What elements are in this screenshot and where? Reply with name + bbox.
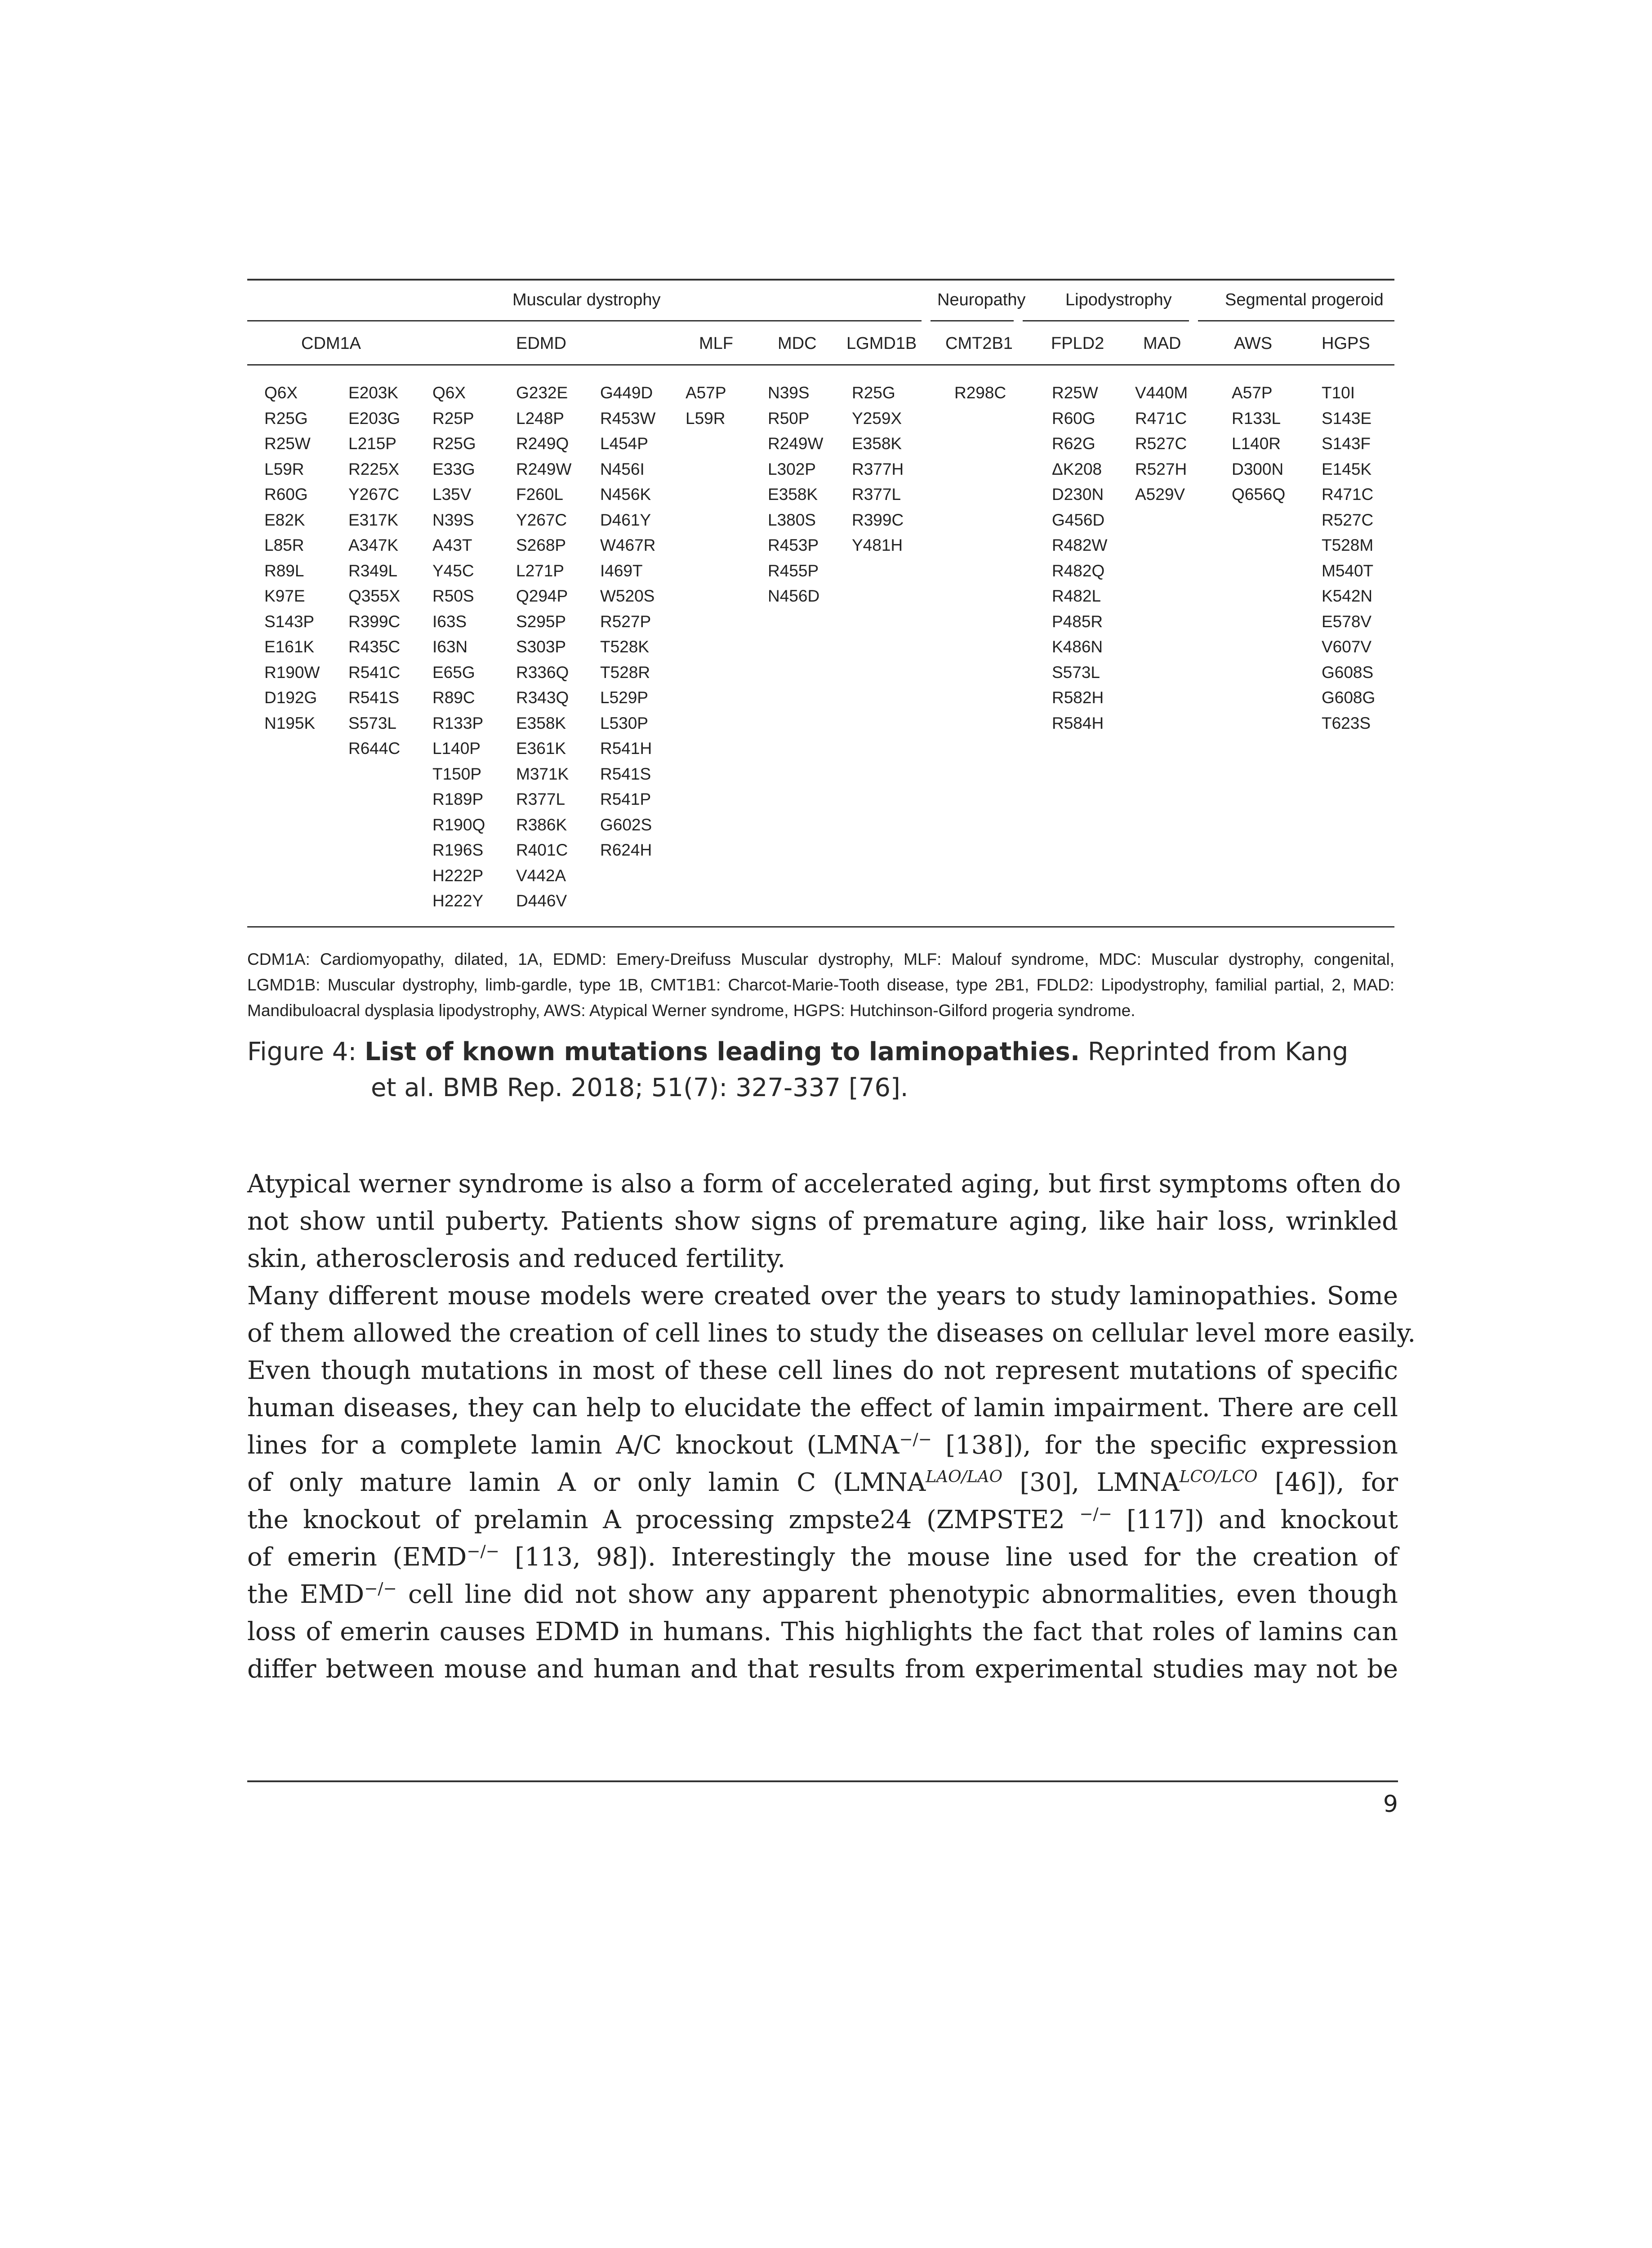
table-cell: G608S bbox=[1322, 663, 1374, 682]
table-cell: F260L bbox=[516, 485, 563, 504]
body-line: skin, atherosclerosis and reduced fertility. bbox=[247, 1244, 786, 1273]
table-cell: W520S bbox=[600, 587, 655, 605]
table-cell: R453W bbox=[600, 409, 656, 428]
table-cell: Q6X bbox=[264, 384, 298, 402]
body-line-part: [138]), for the specific expression bbox=[931, 1431, 1398, 1460]
table-cell: R25G bbox=[432, 434, 476, 453]
table-cell: R190Q bbox=[432, 815, 485, 834]
table-cell: Y267C bbox=[516, 510, 567, 529]
table-cell: V442A bbox=[516, 866, 566, 885]
table-cell: G456D bbox=[1052, 510, 1105, 529]
table-cell: R527C bbox=[1322, 510, 1374, 529]
subheader-aws: AWS bbox=[1234, 334, 1273, 353]
body-line-part: [46]), for bbox=[1257, 1468, 1398, 1497]
caption-source-end: et al. BMB Rep. 2018; 51(7): 327-337 [76]. bbox=[371, 1073, 908, 1102]
table-cell: R471C bbox=[1322, 485, 1374, 504]
page-number: 9 bbox=[1383, 1791, 1398, 1818]
table-cell: E361K bbox=[516, 739, 566, 758]
group-header-neuropathy: Neuropathy bbox=[937, 290, 1026, 309]
caption-title: List of known mutations leading to laminopathies. bbox=[365, 1037, 1080, 1066]
table-cell: R377H bbox=[852, 459, 904, 478]
body-line-part: [113, 98]). Interestingly the mouse line used for the creation of bbox=[499, 1543, 1398, 1572]
subheader-cdm1a: CDM1A bbox=[301, 334, 361, 353]
table-cell: K97E bbox=[264, 587, 305, 605]
table-cell: V607V bbox=[1322, 638, 1372, 656]
subheader-mlf: MLF bbox=[699, 334, 733, 353]
body-line: human diseases, they can help to elucidate the effect of lamin impairment. There are cell bbox=[247, 1393, 1398, 1423]
group-header-lipodystrophy: Lipodystrophy bbox=[1065, 290, 1172, 309]
table-cell: Q355X bbox=[348, 587, 401, 605]
table-cell: W467R bbox=[600, 536, 656, 554]
table-cell: L140P bbox=[432, 739, 481, 758]
table-cell: L302P bbox=[768, 459, 816, 478]
table-cell: S573L bbox=[1052, 663, 1100, 682]
table-cell: R60G bbox=[264, 485, 308, 504]
body-line: differ between mouse and human and that results from experimental studies may not be bbox=[247, 1655, 1398, 1684]
table-cell: R377L bbox=[852, 485, 901, 504]
subheader-mad: MAD bbox=[1143, 334, 1181, 353]
table-cell: L530P bbox=[600, 714, 648, 732]
superscript: LCO/LCO bbox=[1179, 1467, 1258, 1486]
table-cell: S295P bbox=[516, 612, 566, 631]
table-cell: Q656Q bbox=[1232, 485, 1286, 504]
table-cell: P485R bbox=[1052, 612, 1103, 631]
body-line-part: the knockout of prelamin A processing zmpste24 (ZMPSTE2 bbox=[247, 1505, 1080, 1534]
table-cell: M371K bbox=[516, 764, 569, 783]
table-cell: N456K bbox=[600, 485, 651, 504]
table-cell: R401C bbox=[516, 841, 568, 859]
table-cell: R386K bbox=[516, 815, 567, 834]
table-cell: E317K bbox=[348, 510, 399, 529]
table-cell: R25G bbox=[264, 409, 308, 428]
table-cell: R482Q bbox=[1052, 561, 1105, 580]
superscript: −/− bbox=[899, 1430, 932, 1449]
table-cell: R584H bbox=[1052, 714, 1104, 732]
body-line: of them allowed the creation of cell lines to study the diseases on cellular level more easily. bbox=[247, 1319, 1416, 1348]
table-cell: S573L bbox=[348, 714, 396, 732]
body-line bbox=[247, 1427, 1398, 1464]
table-cell: R50P bbox=[768, 409, 810, 428]
table-cell: S143E bbox=[1322, 409, 1372, 428]
table-footnote: CDM1A: Cardiomyopathy, dilated, 1A, EDMD: Emery-Dreifuss Muscular dystrophy, MLF: Malouf syndrome, MDC: Muscular dystrophy, congenital, LGMD1B: Muscular dystrophy, limb-gardle, type 1B, CMT1B1: Charcot-Marie-Tooth disease, type 2B1, FDLD2: Lipodystrophy, familial partial, 2, MAD: Mandibuloacral dysplasia lipodystrophy, AWS: Atypical Werner syndrome, HGPS: Hutchinson-Gilford progeria syndrome. bbox=[247, 950, 1394, 1020]
table-cell: G232E bbox=[516, 384, 568, 402]
table-cell: Q294P bbox=[516, 587, 568, 605]
table-cell: E33G bbox=[432, 459, 475, 478]
body-line: loss of emerin causes EDMD in humans. This highlights the fact that roles of lamins can bbox=[247, 1617, 1398, 1646]
table-cell: L380S bbox=[768, 510, 816, 529]
group-header-muscular-dystrophy: Muscular dystrophy bbox=[512, 290, 661, 309]
body-paragraphs bbox=[247, 1165, 1416, 1688]
table-cell: R298C bbox=[954, 384, 1006, 402]
table-cell: T10I bbox=[1322, 384, 1355, 402]
table-cell: A347K bbox=[348, 536, 399, 554]
table-cell: N195K bbox=[264, 714, 316, 732]
table-cell: E82K bbox=[264, 510, 305, 529]
body-line: Even though mutations in most of these cell lines do not represent mutations of specific bbox=[247, 1356, 1398, 1385]
table-cell: R482W bbox=[1052, 536, 1108, 554]
table-cell: D461Y bbox=[600, 510, 651, 529]
table-cell: V440M bbox=[1135, 384, 1188, 402]
table-cell: R541H bbox=[600, 739, 652, 758]
body-line: Many different mouse models were created over the years to study laminopathies. Some bbox=[247, 1281, 1398, 1311]
table-cell: Y267C bbox=[348, 485, 400, 504]
table-cell: R582H bbox=[1052, 688, 1104, 707]
table-cell: E203G bbox=[348, 409, 401, 428]
table-cell: R25G bbox=[852, 384, 895, 402]
figure-caption bbox=[247, 1034, 1398, 1106]
table-cell: E65G bbox=[432, 663, 475, 682]
table-cell: L59R bbox=[686, 409, 726, 428]
table-cell: L271P bbox=[516, 561, 564, 580]
table-cell: R25W bbox=[264, 434, 311, 453]
table-cell: E203K bbox=[348, 384, 399, 402]
table-cell: S303P bbox=[516, 638, 566, 656]
table-cell: N456I bbox=[600, 459, 645, 478]
table-cell: R541S bbox=[348, 688, 400, 707]
table-cell: T528R bbox=[600, 663, 650, 682]
table-cell: R89C bbox=[432, 688, 475, 707]
table-cell: N456D bbox=[768, 587, 820, 605]
table-cell: R527H bbox=[1135, 459, 1187, 478]
table-cell: K486N bbox=[1052, 638, 1103, 656]
table-cell: R541P bbox=[600, 790, 651, 808]
body-line-part: of only mature lamin A or only lamin C (LMNA bbox=[247, 1468, 926, 1497]
table-cell: E578V bbox=[1322, 612, 1372, 631]
table-cell: Y481H bbox=[852, 536, 903, 554]
table-cell: R343Q bbox=[516, 688, 569, 707]
table-cell: D300N bbox=[1232, 459, 1284, 478]
table-cell: N39S bbox=[768, 384, 810, 402]
table-cell: Y45C bbox=[432, 561, 474, 580]
table-cell: G602S bbox=[600, 815, 652, 834]
table-cell: E358K bbox=[516, 714, 566, 732]
table-cell: G449D bbox=[600, 384, 653, 402]
table-cell: R50S bbox=[432, 587, 474, 605]
body-line: Atypical werner syndrome is also a form of accelerated aging, but first symptoms often do bbox=[247, 1169, 1401, 1199]
superscript: −/− bbox=[364, 1579, 397, 1598]
table-cell: A43T bbox=[432, 536, 472, 554]
body-line bbox=[247, 1501, 1398, 1539]
table-cell: R482L bbox=[1052, 587, 1101, 605]
group-underline-neuropathy bbox=[931, 320, 1014, 321]
table-cell: L454P bbox=[600, 434, 648, 453]
group-underline-lipodystrophy bbox=[1023, 320, 1189, 321]
body-line-part: [117]) and knockout bbox=[1112, 1505, 1398, 1534]
table-cell: L529P bbox=[600, 688, 648, 707]
table-cell: R189P bbox=[432, 790, 484, 808]
table-cell: R471C bbox=[1135, 409, 1187, 428]
table-cell: R89L bbox=[264, 561, 304, 580]
table-cell: R249Q bbox=[516, 434, 569, 453]
table-cell: Q6X bbox=[432, 384, 466, 402]
table-cell: T528K bbox=[600, 638, 650, 656]
table-cell: R455P bbox=[768, 561, 819, 580]
table-cell: R225X bbox=[348, 459, 400, 478]
subheader-mdc: MDC bbox=[778, 334, 817, 353]
table-cell: K542N bbox=[1322, 587, 1373, 605]
body-line-part: [30], LMNA bbox=[1002, 1468, 1180, 1497]
table-cell: S143P bbox=[264, 612, 315, 631]
table-cell: R349L bbox=[348, 561, 398, 580]
table-top-rule bbox=[247, 279, 1394, 281]
caption-source-start: Reprinted from Kang bbox=[1087, 1037, 1349, 1066]
table-cell: R453P bbox=[768, 536, 819, 554]
table-cell: R336Q bbox=[516, 663, 569, 682]
table-cell: S143F bbox=[1322, 434, 1371, 453]
table-cell: G608G bbox=[1322, 688, 1376, 707]
table-cell: ΔK208 bbox=[1052, 459, 1102, 478]
table-cell: T150P bbox=[432, 764, 482, 783]
subheader-hgps: HGPS bbox=[1322, 334, 1370, 353]
table-cell: R624H bbox=[600, 841, 652, 859]
table-cell: E358K bbox=[852, 434, 902, 453]
table-cell: E145K bbox=[1322, 459, 1372, 478]
body-line bbox=[247, 1539, 1398, 1576]
table-cell: R25W bbox=[1052, 384, 1098, 402]
subheader-cmt2b1: CMT2B1 bbox=[945, 334, 1013, 353]
group-underline-muscular bbox=[247, 320, 922, 321]
superscript: LAO/LAO bbox=[926, 1467, 1003, 1486]
table-cell: R399C bbox=[348, 612, 401, 631]
table-cell: I63S bbox=[432, 612, 467, 631]
table-cell: S268P bbox=[516, 536, 566, 554]
table-cell: R644C bbox=[348, 739, 401, 758]
table-cell: L59R bbox=[264, 459, 304, 478]
body-line-part: of emerin (EMD bbox=[247, 1543, 467, 1572]
table-cell: E161K bbox=[264, 638, 315, 656]
table-cell: L215P bbox=[348, 434, 396, 453]
body-line: not show until puberty. Patients show signs of premature aging, like hair loss, wrinkled bbox=[247, 1207, 1398, 1236]
table-cell: R196S bbox=[432, 841, 484, 859]
table-cell: T623S bbox=[1322, 714, 1371, 732]
table-cell: R435C bbox=[348, 638, 401, 656]
table-cell: R190W bbox=[264, 663, 320, 682]
table-cell: R60G bbox=[1052, 409, 1095, 428]
footer-rule bbox=[247, 1780, 1398, 1782]
table-cell: L140R bbox=[1232, 434, 1281, 453]
table-cell: I63N bbox=[432, 638, 468, 656]
table-cell: D192G bbox=[264, 688, 317, 707]
table-cell: E358K bbox=[768, 485, 818, 504]
table-cell: T528M bbox=[1322, 536, 1374, 554]
table-cell: A529V bbox=[1135, 485, 1185, 504]
table-cell: H222P bbox=[432, 866, 484, 885]
table-bottom-rule bbox=[247, 926, 1394, 928]
body-line-part: the EMD bbox=[247, 1580, 365, 1609]
table-cell: R62G bbox=[1052, 434, 1095, 453]
table-cell: R527P bbox=[600, 612, 651, 631]
table-cell: R541S bbox=[600, 764, 651, 783]
table-cell: A57P bbox=[1232, 384, 1273, 402]
table-cell: L85R bbox=[264, 536, 304, 554]
group-underline-progeroid bbox=[1198, 320, 1394, 321]
table-cell: I469T bbox=[600, 561, 643, 580]
table-cell: R399C bbox=[852, 510, 904, 529]
superscript: −/− bbox=[1079, 1505, 1112, 1524]
body-line-part: lines for a complete lamin A/C knockout (LMNA bbox=[247, 1431, 899, 1460]
group-header-segmental-progeroid: Segmental progeroid bbox=[1225, 290, 1384, 309]
table-cell: L248P bbox=[516, 409, 564, 428]
subheader-fpld2: FPLD2 bbox=[1051, 334, 1104, 353]
table-cell: M540T bbox=[1322, 561, 1374, 580]
subheader-edmd: EDMD bbox=[516, 334, 566, 353]
table-cell: R133P bbox=[432, 714, 484, 732]
table-cell: N39S bbox=[432, 510, 474, 529]
table-cell: D446V bbox=[516, 892, 567, 910]
table-cell: A57P bbox=[686, 384, 726, 402]
table-cell: R25P bbox=[432, 409, 474, 428]
subheader-lgmd1b: LGMD1B bbox=[846, 334, 917, 353]
table-cell: R249W bbox=[768, 434, 824, 453]
body-line bbox=[247, 1464, 1398, 1501]
table-cell: H222Y bbox=[432, 892, 484, 910]
table-cell: L35V bbox=[432, 485, 472, 504]
body-line bbox=[247, 1576, 1398, 1613]
table-cell: R249W bbox=[516, 459, 572, 478]
table-cell: R133L bbox=[1232, 409, 1281, 428]
table-cell: D230N bbox=[1052, 485, 1104, 504]
table-header-rule bbox=[247, 364, 1394, 366]
superscript: −/− bbox=[467, 1542, 499, 1561]
caption-label: Figure 4: bbox=[247, 1037, 357, 1066]
table-cell: R541C bbox=[348, 663, 401, 682]
table-cell: R527C bbox=[1135, 434, 1187, 453]
body-line-part: cell line did not show any apparent phenotypic abnormalities, even though bbox=[396, 1580, 1398, 1609]
table-cell: Y259X bbox=[852, 409, 902, 428]
table-cell: R377L bbox=[516, 790, 566, 808]
